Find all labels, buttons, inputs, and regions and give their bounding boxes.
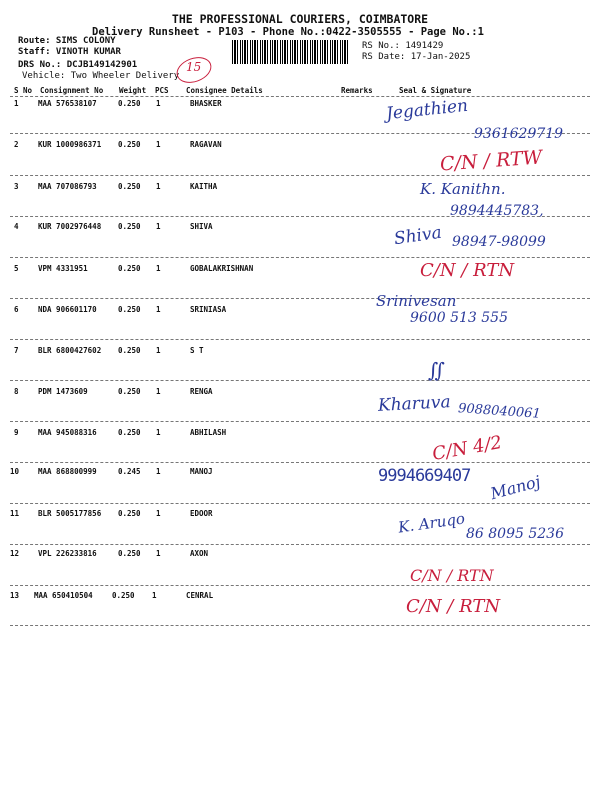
row-divider xyxy=(10,175,590,176)
weight: 0.250 xyxy=(118,305,141,314)
consignee: KAITHA xyxy=(190,182,218,191)
weight: 0.250 xyxy=(112,591,135,600)
phone-row-11: 86 8095 5236 xyxy=(466,526,564,542)
sno: 2 xyxy=(14,140,19,149)
sno: 11 xyxy=(10,509,20,518)
sno: 5 xyxy=(14,264,19,273)
consignee: BHASKER xyxy=(190,99,222,108)
consignment-no: MAA 945088316 xyxy=(38,428,97,437)
sno: 9 xyxy=(14,428,19,437)
phone-row-3: 9894445783, xyxy=(450,203,544,219)
remark-row-13: C/N / RTN xyxy=(406,596,501,617)
handwritten-count: 15 xyxy=(186,60,202,74)
pcs: 1 xyxy=(152,591,157,600)
pcs: 1 xyxy=(156,549,161,558)
row-divider xyxy=(10,503,590,504)
drs-number: DRS No.: DCJB149142901 xyxy=(18,60,138,70)
signature-row-1: Jegathien xyxy=(385,95,469,125)
sno: 10 xyxy=(10,467,20,476)
pcs: 1 xyxy=(156,305,161,314)
consignee: S T xyxy=(190,346,204,355)
rs-number: RS No.: 1491429 xyxy=(362,41,444,51)
row-divider xyxy=(10,380,590,381)
phone-row-6: 9600 513 555 xyxy=(410,310,508,326)
row-divider xyxy=(10,421,590,422)
consignee: RENGA xyxy=(190,387,213,396)
pcs: 1 xyxy=(156,140,161,149)
sno: 13 xyxy=(10,591,20,600)
weight: 0.250 xyxy=(118,509,141,518)
weight: 0.250 xyxy=(118,182,141,191)
signature-row-7: ∬ xyxy=(428,358,446,382)
consignment-no: MAA 868800999 xyxy=(38,467,97,476)
pcs: 1 xyxy=(156,467,161,476)
sno: 3 xyxy=(14,182,19,191)
remark-row-5: C/N / RTN xyxy=(420,260,515,281)
sno: 12 xyxy=(10,549,20,558)
company-title: THE PROFESSIONAL COURIERS, COIMBATORE xyxy=(171,12,429,26)
consignee: CENRAL xyxy=(186,591,214,600)
remark-row-12: C/N / RTN xyxy=(410,566,494,585)
consignment-no: BLR 5005177856 xyxy=(38,509,102,518)
sno: 6 xyxy=(14,305,19,314)
signature-row-8: Kharuva xyxy=(377,392,452,416)
weight: 0.250 xyxy=(118,387,141,396)
consignment-no: VPL 226233816 xyxy=(38,549,97,558)
consignment-no: VPM 4331951 xyxy=(38,264,88,273)
signature-row-6: Srinivesan xyxy=(376,292,457,310)
col-consignment: Consignment No xyxy=(40,86,104,95)
col-weight: Weight xyxy=(119,86,147,95)
pcs: 1 xyxy=(156,99,161,108)
sno: 4 xyxy=(14,222,19,231)
consignee: SRINIASA xyxy=(190,305,227,314)
header-divider xyxy=(10,96,590,97)
phone-row-10: 9994669407 xyxy=(378,466,471,486)
phone-row-8: 9088040061 xyxy=(457,401,542,422)
consignee: AXON xyxy=(190,549,209,558)
consignment-no: KUR 1000986371 xyxy=(38,140,102,149)
signature-row-11: K. Aruqo xyxy=(397,509,466,537)
consignment-no: NDA 906601170 xyxy=(38,305,97,314)
consignment-no: KUR 7002976448 xyxy=(38,222,102,231)
row-divider xyxy=(10,257,590,258)
weight: 0.250 xyxy=(118,222,141,231)
consignee: SHIVA xyxy=(190,222,213,231)
barcode xyxy=(232,40,350,64)
row-divider xyxy=(10,339,590,340)
pcs: 1 xyxy=(156,264,161,273)
consignment-no: MAA 650410504 xyxy=(34,591,93,600)
consignee: ABHILASH xyxy=(190,428,227,437)
weight: 0.245 xyxy=(118,467,141,476)
phone-row-1: 9361629719 xyxy=(474,126,564,142)
consignment-no: PDM 1473609 xyxy=(38,387,88,396)
row-divider xyxy=(10,462,590,463)
remark-row-9: C/N 4/2 xyxy=(430,432,504,465)
runsheet-title: Delivery Runsheet - P103 - Phone No.:0422-3505555 - Page No.:1 xyxy=(92,26,484,38)
pcs: 1 xyxy=(156,509,161,518)
weight: 0.250 xyxy=(118,549,141,558)
weight: 0.250 xyxy=(118,346,141,355)
weight: 0.250 xyxy=(118,428,141,437)
consignee: EDOOR xyxy=(190,509,213,518)
signature-row-3: K. Kanithn. xyxy=(420,180,506,198)
table-row xyxy=(0,549,600,589)
consignee: GOBALAKRISHNAN xyxy=(190,264,254,273)
col-seal: Seal & Signature xyxy=(399,86,472,95)
pcs: 1 xyxy=(156,346,161,355)
col-sno: S No xyxy=(14,86,33,95)
rs-date: RS Date: 17-Jan-2025 xyxy=(362,52,471,62)
consignment-no: BLR 6800427602 xyxy=(38,346,102,355)
pcs: 1 xyxy=(156,428,161,437)
row-divider xyxy=(10,298,590,299)
row-divider xyxy=(10,585,590,586)
phone-row-4: 98947-98099 xyxy=(452,234,546,250)
row-divider xyxy=(10,625,590,626)
signature-row-4: Shiva xyxy=(392,222,443,250)
route-label: Route: SIMS COLONY xyxy=(18,36,116,46)
consignment-no: MAA 576538107 xyxy=(38,99,97,108)
consignment-no: MAA 707086793 xyxy=(38,182,97,191)
signature-row-10: Manoj xyxy=(488,471,543,504)
vehicle-label: Vehicle: Two Wheeler Delivery xyxy=(22,71,180,81)
sno: 8 xyxy=(14,387,19,396)
sno: 1 xyxy=(14,99,19,108)
weight: 0.250 xyxy=(118,140,141,149)
weight: 0.250 xyxy=(118,264,141,273)
sno: 7 xyxy=(14,346,19,355)
consignee: RAGAVAN xyxy=(190,140,222,149)
remark-row-2: C/N / RTW xyxy=(439,146,543,176)
staff-label: Staff: VINOTH KUMAR xyxy=(18,47,121,57)
col-consignee: Consignee Details xyxy=(186,86,263,95)
pcs: 1 xyxy=(156,222,161,231)
col-pcs: PCS xyxy=(155,86,169,95)
consignee: MANOJ xyxy=(190,467,213,476)
weight: 0.250 xyxy=(118,99,141,108)
row-divider xyxy=(10,544,590,545)
pcs: 1 xyxy=(156,182,161,191)
col-remarks: Remarks xyxy=(341,86,373,95)
pcs: 1 xyxy=(156,387,161,396)
